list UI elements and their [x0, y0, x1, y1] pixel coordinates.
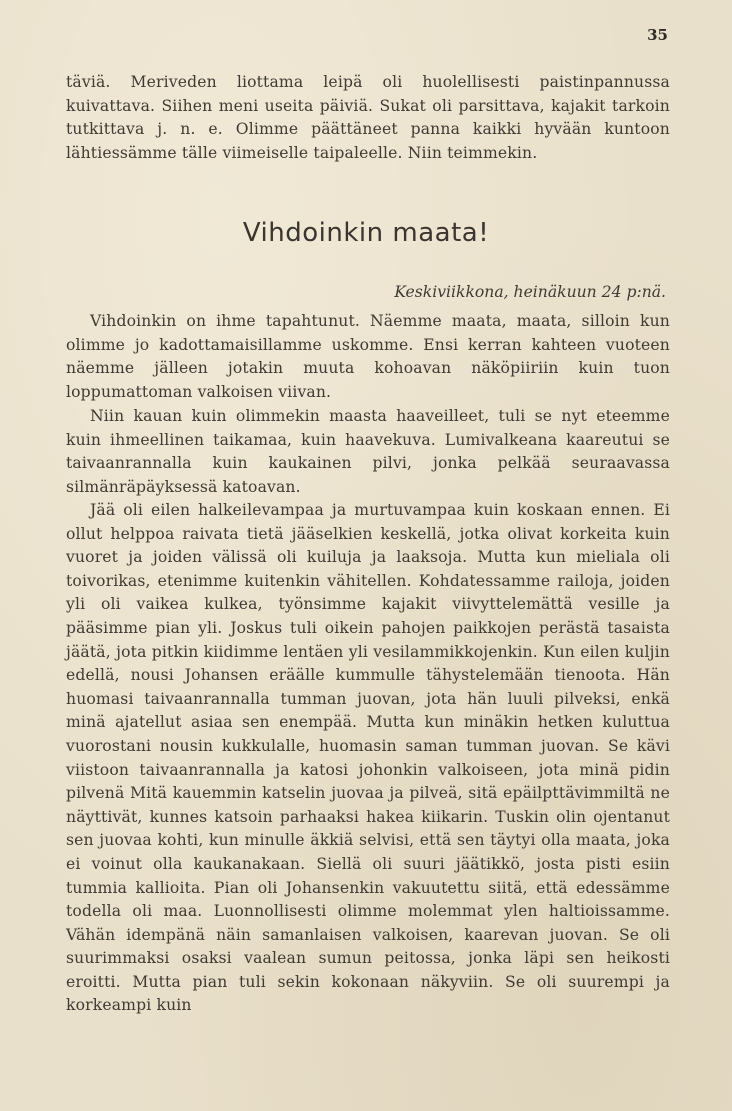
page-number: 35 [647, 26, 668, 44]
intro-paragraph: täviä. Meriveden liottama leipä oli huolellisesti paistinpannussa kuivattava. Siihen meni useita päiviä. Sukat oli parsittava, kajakit tarkoin tutkittava j. n. e. Olimme päättäneet panna kaikki hyvään kuntoon lähtiessämme tälle viimeiselle taipaleelle. Niin teimmekin. [66, 73, 670, 162]
paragraph-1: Vihdoinkin on ihme tapahtunut. Näemme maata, maata, silloin kun olimme jo kadottamaisillamme uskomme. Ensi kerran kahteen vuoteen näemme jälleen jotakin muuta kohoavan näköpiiriin kuin tuon loppumattoman valkoisen viivan. [66, 312, 670, 401]
section-heading: Vihdoinkin maata! [242, 218, 490, 248]
dateline: Keskiviikkona, heinäkuun 24 p:nä. [394, 283, 666, 301]
paragraph-3: Jää oli eilen halkeilevampaa ja murtuvampaa kuin koskaan ennen. Ei ollut helppoa raivata tietä jääselkien keskellä, jotka olivat korkeita kuin vuoret ja joiden välissä oli kuiluja ja laaksoja. Mutta kun mieliala oli toivorikas, etenimme kuitenkin vähitellen. Kohdatessamme railoja, joiden yli oli vaikea kulkea, työnsimme kajakit viivyttelemättä vesille ja pääsimme pian yli. Joskus tuli oikein pahojen paikkojen perästä tasaista jäätä, jota pitkin kiidimme lentäen yli vesilammikkojenkin. Kun eilen kuljin edellä, nousi Johansen eräälle kummulle tähystelemään tienoota. Hän huomasi taivaanrannalla tumman juovan, jota hän luuli pilveksi, enkä minä ajatellut asiaa sen enempää. Mutta kun minäkin hetken kuluttua vuorostani nousin kukkulalle, huomasin saman tumman juovan. Se kävi viistoon taivaanrannalla ja katosi johonkin valkoiseen, jota minä pidin pilvenä Mitä kauemmin katselin juovaa ja pilveä, sitä epäilpttävimmiltä ne näyttivät, kunnes katsoin parhaaksi hakea kiikarin. Tuskin olin ojentanut sen juovaa kohti, kun minulle äkkiä selvisi, että sen täytyi olla maata, joka ei voinut olla kaukanakaan. Siellä oli suuri jäätikkö, josta pisti esiin tummia kallioita. Pian oli Johansenkin vakuutettu siitä, että edessämme todella oli maa. Luonnollisesti olimme molemmat ylen haltioissamme. Vähän idempänä näin samanlaisen valkoisen, kaarevan juovan. Se oli suurimmaksi osaksi vaalean sumun peitossa, jonka läpi sen heikosti eroitti. Mutta pian tuli sekin kokonaan näkyviin. Se oli suurempi ja korkeampi kuin [66, 501, 670, 1015]
paragraph-2: Niin kauan kuin olimmekin maasta haaveilleet, tuli se nyt eteemme kuin ihmeellinen taikamaa, kuin haavekuva. Lumivalkeana kaareutui se taivaanrannalla kuin kaukainen pilvi, jonka pelkää seuraavassa silmänräpäyksessä katoavan. [66, 407, 670, 496]
